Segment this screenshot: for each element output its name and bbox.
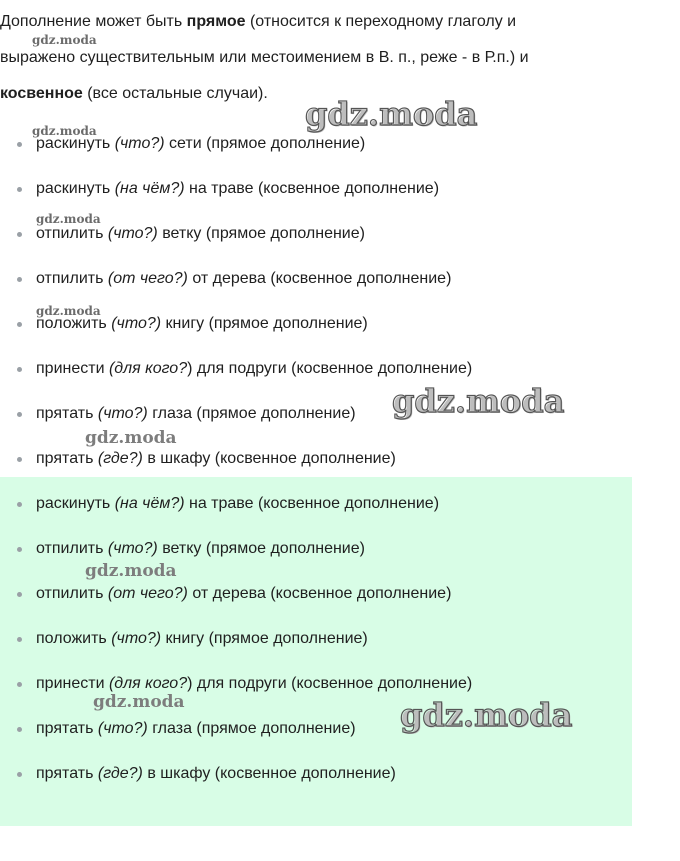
intro-line-2: выражено существительным или местоимением в В. п., реже - в Р.п.) и: [0, 49, 529, 66]
list-item: принести (для кого?) для подруги (косвенное дополнение): [0, 672, 472, 717]
list-item: раскинуть (на чём?) на траве (косвенное дополнение): [0, 492, 472, 537]
watermark: gdz.moda: [36, 304, 101, 318]
intro-line-1: Дополнение может быть прямое (относится к переходному глаголу и: [0, 13, 517, 30]
list-item: принести (для кого?) для подруги (косвенное дополнение): [0, 357, 472, 402]
bullet-icon: [17, 412, 22, 417]
bullet-icon: [17, 232, 22, 237]
list-item: положить (что?) книгу (прямое дополнение): [0, 627, 472, 672]
watermark: gdz.moda: [36, 212, 101, 226]
list-item: раскинуть (на чём?) на траве (косвенное дополнение): [0, 177, 472, 222]
list-item: прятать (что?) глаза (прямое дополнение): [0, 402, 472, 447]
bullet-icon: [17, 322, 22, 327]
bullet-icon: [17, 547, 22, 552]
list-item: раскинуть (что?) сети (прямое дополнение): [0, 132, 472, 177]
bullet-icon: [17, 502, 22, 507]
intro-line-3: косвенное (все остальные случаи).: [0, 85, 268, 102]
watermark: gdz.moda: [392, 382, 565, 420]
watermark: gdz.moda: [305, 95, 478, 133]
bullet-icon: [17, 277, 22, 282]
watermark: gdz.moda: [93, 692, 185, 712]
list-item: отпилить (от чего?) от дерева (косвенное дополнение): [0, 267, 472, 312]
bullet-icon: [17, 682, 22, 687]
term-indirect: косвенное: [0, 85, 83, 102]
list-item: отпилить (от чего?) от дерева (косвенное дополнение): [0, 582, 472, 627]
list-item: прятать (что?) глаза (прямое дополнение): [0, 717, 472, 762]
bullet-icon: [17, 142, 22, 147]
examples-list-highlighted: [0, 492, 472, 807]
watermark: gdz.moda: [32, 124, 97, 138]
bullet-icon: [17, 457, 22, 462]
bullet-icon: [17, 637, 22, 642]
watermark: gdz.moda: [85, 561, 177, 581]
watermark: gdz.moda: [400, 696, 573, 734]
list-item: положить (что?) книгу (прямое дополнение): [0, 312, 472, 357]
bullet-icon: [17, 772, 22, 777]
list-item: отпилить (что?) ветку (прямое дополнение): [0, 537, 472, 582]
bullet-icon: [17, 187, 22, 192]
term-direct: прямое: [186, 13, 246, 30]
watermark: gdz.moda: [32, 33, 97, 47]
bullet-icon: [17, 727, 22, 732]
list-item: прятать (где?) в шкафу (косвенное дополнение): [0, 762, 472, 807]
watermark: gdz.moda: [85, 428, 177, 448]
list-item: отпилить (что?) ветку (прямое дополнение): [0, 222, 472, 267]
list-item: прятать (где?) в шкафу (косвенное дополнение): [0, 447, 472, 492]
bullet-icon: [17, 592, 22, 597]
bullet-icon: [17, 367, 22, 372]
